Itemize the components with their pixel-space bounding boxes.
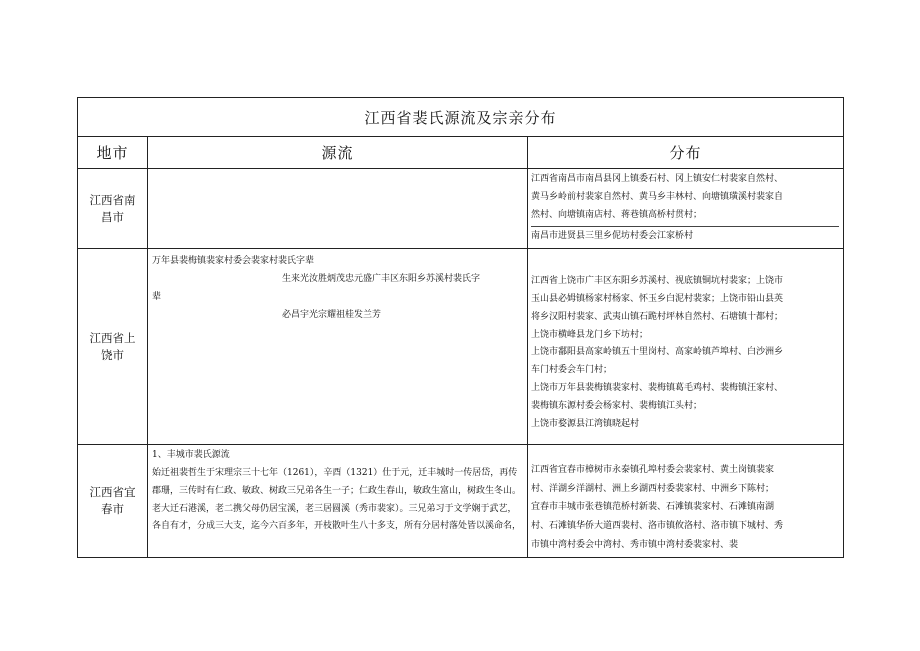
title-row bbox=[78, 98, 844, 137]
distribution-line: 然村、向塘镇南店村、蒋巷镇高桥村贯村； bbox=[531, 209, 703, 220]
city-cell: 江西省宜春市 bbox=[78, 445, 148, 558]
source-line: 辈 bbox=[152, 291, 162, 302]
distribution-line: 车门村委会车门村； bbox=[531, 365, 613, 376]
source-cell bbox=[148, 445, 528, 558]
distribution-line: 上饶市万年县裴梅镇裴家村、裴梅镇葛毛鸡村、裴梅镇汪家村、 bbox=[531, 382, 784, 393]
distribution-line: 上饶市横峰县龙门乡下坊村； bbox=[531, 329, 649, 340]
source-paragraph: 始迁祖裴哲生于宋理宗三十七年（1261），辛酉（1321）仕于元，迁丰城时一传居岱，再传郡珊，三传时有仁政、敏政、树政三兄弟各生一子；仁政生春山，敏政生富山，树政生冬山。老大迁石港溪，老二携父母仍居宝溪，老三居圆溪（秀市裴家）。三兄弟习于文学娴于武艺，各自有才，分成三大支，迄今六百多年，开枝散叶生八十多支，所有分居村落处皆以溪命名， bbox=[152, 467, 522, 532]
source-cell bbox=[148, 249, 528, 445]
distribution-line: 上饶市鄱阳县高家岭镇五十里岗村、高家岭镇芦埠村、白沙洲乡 bbox=[531, 347, 784, 358]
source-line: 1、丰城市裴氏源流 bbox=[152, 450, 230, 461]
distribution-line: 黄马乡岭前村裴家自然村、黄马乡丰林村、向塘镇璜溪村裴家自 bbox=[531, 191, 784, 202]
distribution-line: 裴梅镇东源村委会杨家村、裴梅镇江头村； bbox=[531, 400, 703, 411]
distribution-cell bbox=[528, 445, 844, 558]
document-table-container bbox=[77, 97, 843, 558]
table-row-yichun bbox=[78, 445, 844, 558]
table-row-shangrao bbox=[78, 249, 844, 445]
header-city: 地市 bbox=[78, 137, 148, 169]
clan-distribution-table bbox=[77, 97, 844, 558]
source-line: 万年县裴梅镇裴家村委会裴家村裴氏字辈 bbox=[152, 256, 315, 267]
distribution-line: 江西省南昌市南昌县冈上镇委石村、冈上镇安仁村裴家自然村、 bbox=[531, 174, 784, 184]
distribution-line: 村、洋湖乡洋湖村、洲上乡湖西村委裴家村、中洲乡下陈村； bbox=[531, 483, 775, 494]
distribution-line: 玉山县必姆镇杨家村杨家、怀玉乡白泥村裴家；上饶市铅山县英 bbox=[531, 293, 784, 304]
source-line: 生来光汝胜炳茂忠元盛广丰区东阳乡苏溪村裴氏字 bbox=[282, 273, 481, 284]
distribution-line: 江西省宜春市樟树市永泰镇孔埠村委会裴家村、黄土岗镇裴家 bbox=[531, 465, 775, 476]
header-row bbox=[78, 137, 844, 169]
header-source: 源流 bbox=[148, 137, 528, 169]
city-cell: 江西省上饶市 bbox=[78, 249, 148, 445]
city-cell: 江西省南昌市 bbox=[78, 169, 148, 249]
distribution-line: 将乡汉阳村裴家、武夷山镇石跪村坪林自然村、石塘镇十都村； bbox=[531, 311, 784, 322]
distribution-cell bbox=[528, 169, 844, 249]
distribution-line: 上饶市婺源县江湾镇晓起村 bbox=[531, 418, 640, 429]
distribution-line: 市镇中湾村委会中湾村、秀市镇中湾村委裴家村、裴 bbox=[531, 539, 739, 550]
distribution-cell bbox=[528, 249, 844, 445]
distribution-line: 村、石滩镇华侨大道西裴村、洛市镇攸洛村、洛市镇下城村、秀 bbox=[531, 520, 784, 531]
source-line: 必昌宇光宗耀祖桂发兰芳 bbox=[282, 309, 382, 320]
distribution-line: 江西省上饶市广丰区东阳乡苏溪村、视底镇铜坑村裴家；上饶市 bbox=[531, 276, 784, 287]
distribution-line: 南昌市进贤县三里乡伲坊村委会江家桥村 bbox=[531, 231, 694, 242]
inner-divider bbox=[531, 226, 839, 227]
header-distribution: 分布 bbox=[528, 137, 844, 169]
table-row-nanchang bbox=[78, 169, 844, 249]
table-title: 江西省裴氏源流及宗亲分布 bbox=[78, 98, 844, 137]
distribution-line: 宜春市丰城市张巷镇范桥村新裴、石滩镇裴家村、石滩镇南湖 bbox=[531, 502, 775, 513]
source-cell bbox=[148, 169, 528, 249]
